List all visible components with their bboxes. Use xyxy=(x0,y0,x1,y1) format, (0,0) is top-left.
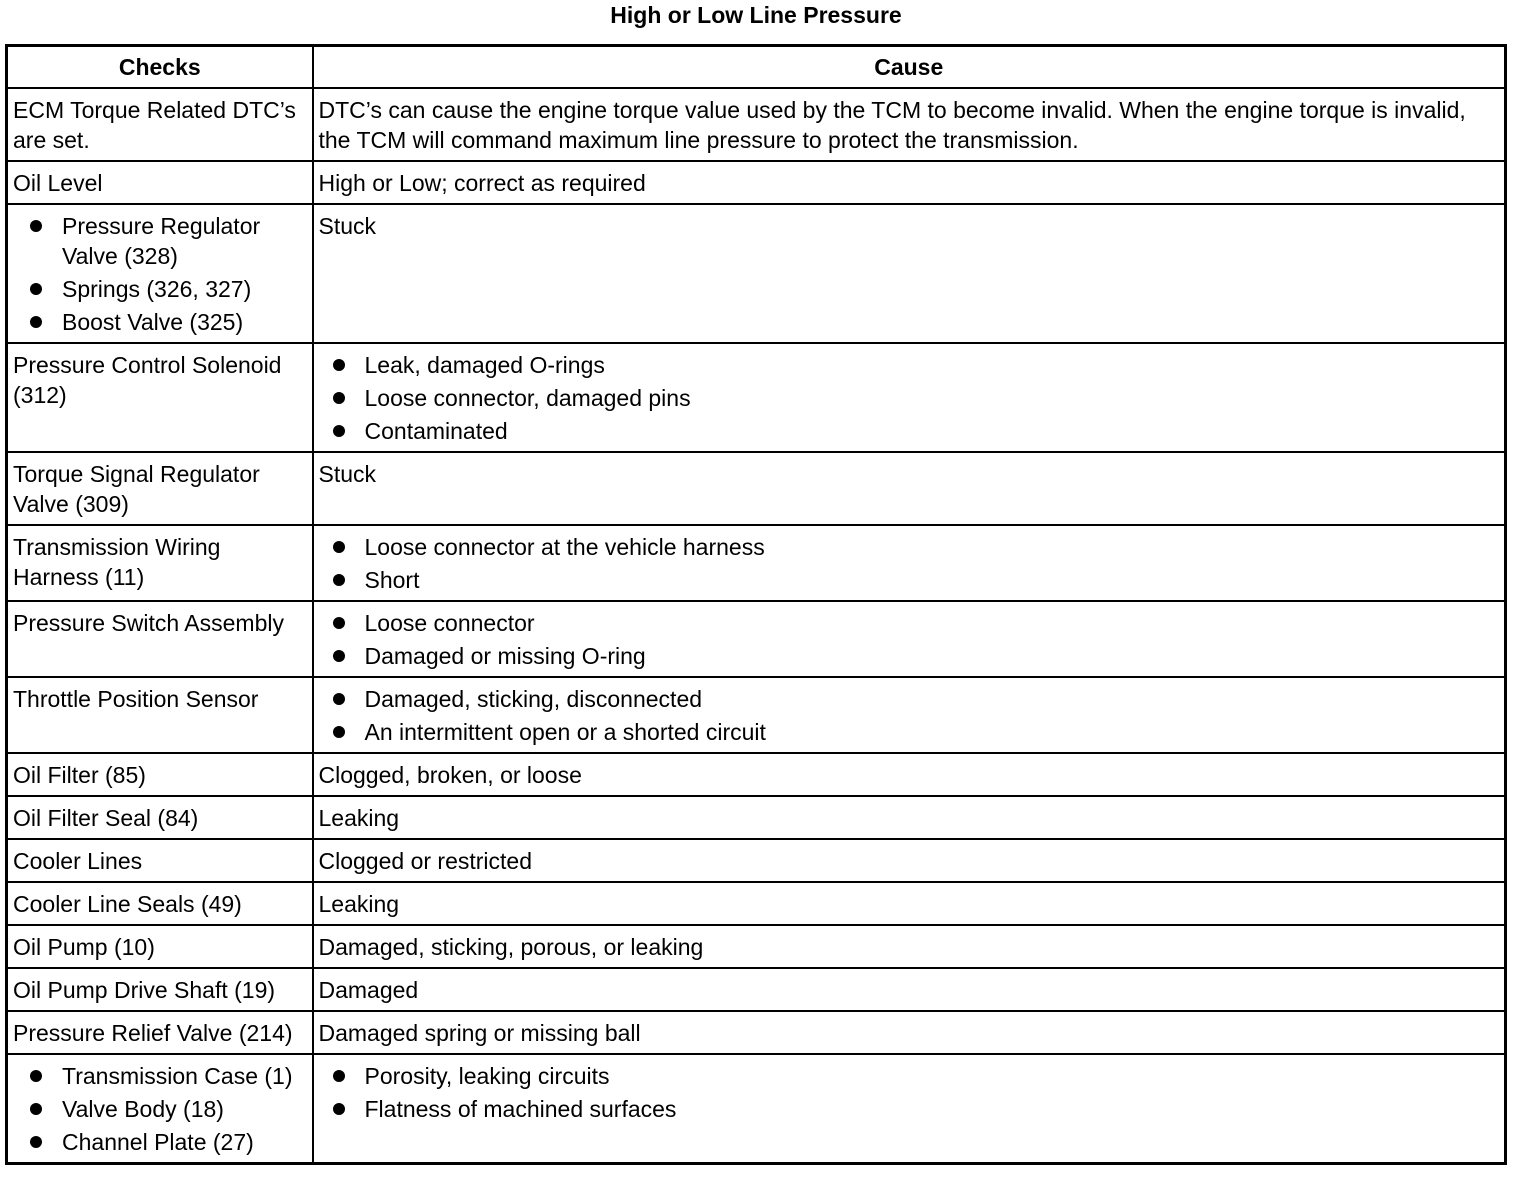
table-header-row xyxy=(7,46,1506,89)
bullet-icon xyxy=(333,392,345,404)
bullet-icon xyxy=(30,283,42,295)
bullet-icon xyxy=(333,617,345,629)
table-row xyxy=(7,452,1506,525)
bullet-item xyxy=(29,211,307,271)
cause-cell: Damaged xyxy=(313,968,1506,1011)
table-row xyxy=(7,1011,1506,1054)
bullet-text: Transmission Case (1) xyxy=(62,1063,293,1089)
bullet-icon xyxy=(333,1070,345,1082)
table-row xyxy=(7,796,1506,839)
table-row xyxy=(7,88,1506,161)
table-row xyxy=(7,204,1506,343)
check-cell: Pressure Control Solenoid (312) xyxy=(7,343,313,452)
bullet-icon xyxy=(333,359,345,371)
bullet-item xyxy=(29,274,307,304)
bullet-item xyxy=(332,717,1500,747)
bullet-text: Boost Valve (325) xyxy=(62,309,244,335)
bullet-icon xyxy=(30,1070,42,1082)
bullet-item xyxy=(332,608,1500,638)
bullet-text: Channel Plate (27) xyxy=(62,1129,254,1155)
bullet-item xyxy=(332,1094,1500,1124)
bullet-text: Short xyxy=(364,567,420,593)
check-cell: Cooler Lines xyxy=(7,839,313,882)
checks-column-header: Checks xyxy=(7,46,313,89)
bullet-item xyxy=(332,565,1500,595)
bullet-icon xyxy=(30,1103,42,1115)
bullet-item xyxy=(332,416,1500,446)
check-cell: Oil Pump Drive Shaft (19) xyxy=(7,968,313,1011)
bullet-icon xyxy=(333,1103,345,1115)
cause-cell: High or Low; correct as required xyxy=(313,161,1506,204)
table-row xyxy=(7,968,1506,1011)
check-cell: Oil Pump (10) xyxy=(7,925,313,968)
bullet-item xyxy=(29,1061,307,1091)
bullet-icon xyxy=(333,693,345,705)
cause-bullet-list xyxy=(319,684,1500,747)
cause-bullet-list xyxy=(319,1061,1500,1124)
check-cell: Transmission Wiring Harness (11) xyxy=(7,525,313,601)
cause-cell: Damaged spring or missing ball xyxy=(313,1011,1506,1054)
bullet-text: Flatness of machined surfaces xyxy=(364,1096,677,1122)
bullet-text: Pressure Regulator Valve (328) xyxy=(62,213,261,269)
check-cell: Oil Level xyxy=(7,161,313,204)
bullet-text: Springs (326, 327) xyxy=(62,276,252,302)
bullet-text: Valve Body (18) xyxy=(62,1096,224,1122)
check-cell: Pressure Relief Valve (214) xyxy=(7,1011,313,1054)
bullet-item xyxy=(332,383,1500,413)
bullet-icon xyxy=(333,574,345,586)
check-bullet-list xyxy=(13,211,307,337)
cause-cell: Clogged or restricted xyxy=(313,839,1506,882)
page-title: High or Low Line Pressure xyxy=(610,2,902,28)
bullet-item xyxy=(332,350,1500,380)
bullet-item xyxy=(29,1127,307,1157)
table-row xyxy=(7,753,1506,796)
cause-cell: DTC’s can cause the engine torque value used by the TCM to become invalid. When the engine torque is invalid, the TCM will command maximum line pressure to protect the transmission. xyxy=(313,88,1506,161)
check-cell: Oil Filter (85) xyxy=(7,753,313,796)
cause-cell xyxy=(313,601,1506,677)
table-row xyxy=(7,882,1506,925)
table-row xyxy=(7,839,1506,882)
bullet-text: Contaminated xyxy=(364,418,508,444)
cause-bullet-list xyxy=(319,532,1500,595)
cause-cell: Damaged, sticking, porous, or leaking xyxy=(313,925,1506,968)
bullet-text: An intermittent open or a shorted circuit xyxy=(364,719,766,745)
bullet-text: Loose connector xyxy=(364,610,535,636)
cause-bullet-list xyxy=(319,350,1500,446)
bullet-icon xyxy=(333,726,345,738)
check-bullet-list xyxy=(13,1061,307,1157)
bullet-item xyxy=(332,684,1500,714)
check-cell: Throttle Position Sensor xyxy=(7,677,313,753)
bullet-icon xyxy=(30,220,42,232)
check-cell xyxy=(7,204,313,343)
bullet-text: Porosity, leaking circuits xyxy=(364,1063,610,1089)
check-cell: Pressure Switch Assembly xyxy=(7,601,313,677)
bullet-icon xyxy=(333,541,345,553)
bullet-item xyxy=(29,1094,307,1124)
check-cell xyxy=(7,1054,313,1164)
cause-cell xyxy=(313,343,1506,452)
cause-cell xyxy=(313,1054,1506,1164)
bullet-icon xyxy=(333,650,345,662)
bullet-text: Leak, damaged O-rings xyxy=(364,352,605,378)
table-row xyxy=(7,677,1506,753)
cause-cell: Stuck xyxy=(313,452,1506,525)
check-cell: Torque Signal Regulator Valve (309) xyxy=(7,452,313,525)
cause-cell xyxy=(313,525,1506,601)
check-cell: Oil Filter Seal (84) xyxy=(7,796,313,839)
cause-cell: Stuck xyxy=(313,204,1506,343)
diagnostic-table xyxy=(5,44,1507,1165)
bullet-item xyxy=(332,532,1500,562)
cause-cell: Clogged, broken, or loose xyxy=(313,753,1506,796)
check-cell: ECM Torque Related DTC’s are set. xyxy=(7,88,313,161)
bullet-item xyxy=(29,307,307,337)
bullet-text: Damaged or missing O-ring xyxy=(364,643,646,669)
table-row xyxy=(7,343,1506,452)
table-row xyxy=(7,525,1506,601)
bullet-text: Loose connector, damaged pins xyxy=(364,385,691,411)
cause-cell: Leaking xyxy=(313,882,1506,925)
cause-cell: Leaking xyxy=(313,796,1506,839)
bullet-text: Loose connector at the vehicle harness xyxy=(364,534,765,560)
bullet-icon xyxy=(333,425,345,437)
check-cell: Cooler Line Seals (49) xyxy=(7,882,313,925)
table-row xyxy=(7,925,1506,968)
cause-bullet-list xyxy=(319,608,1500,671)
bullet-icon xyxy=(30,1136,42,1148)
table-row xyxy=(7,601,1506,677)
table-row xyxy=(7,1054,1506,1164)
cause-cell xyxy=(313,677,1506,753)
cause-column-header: Cause xyxy=(313,46,1506,89)
table-row xyxy=(7,161,1506,204)
bullet-item xyxy=(332,1061,1500,1091)
bullet-icon xyxy=(30,316,42,328)
bullet-text: Damaged, sticking, disconnected xyxy=(364,686,703,712)
bullet-item xyxy=(332,641,1500,671)
